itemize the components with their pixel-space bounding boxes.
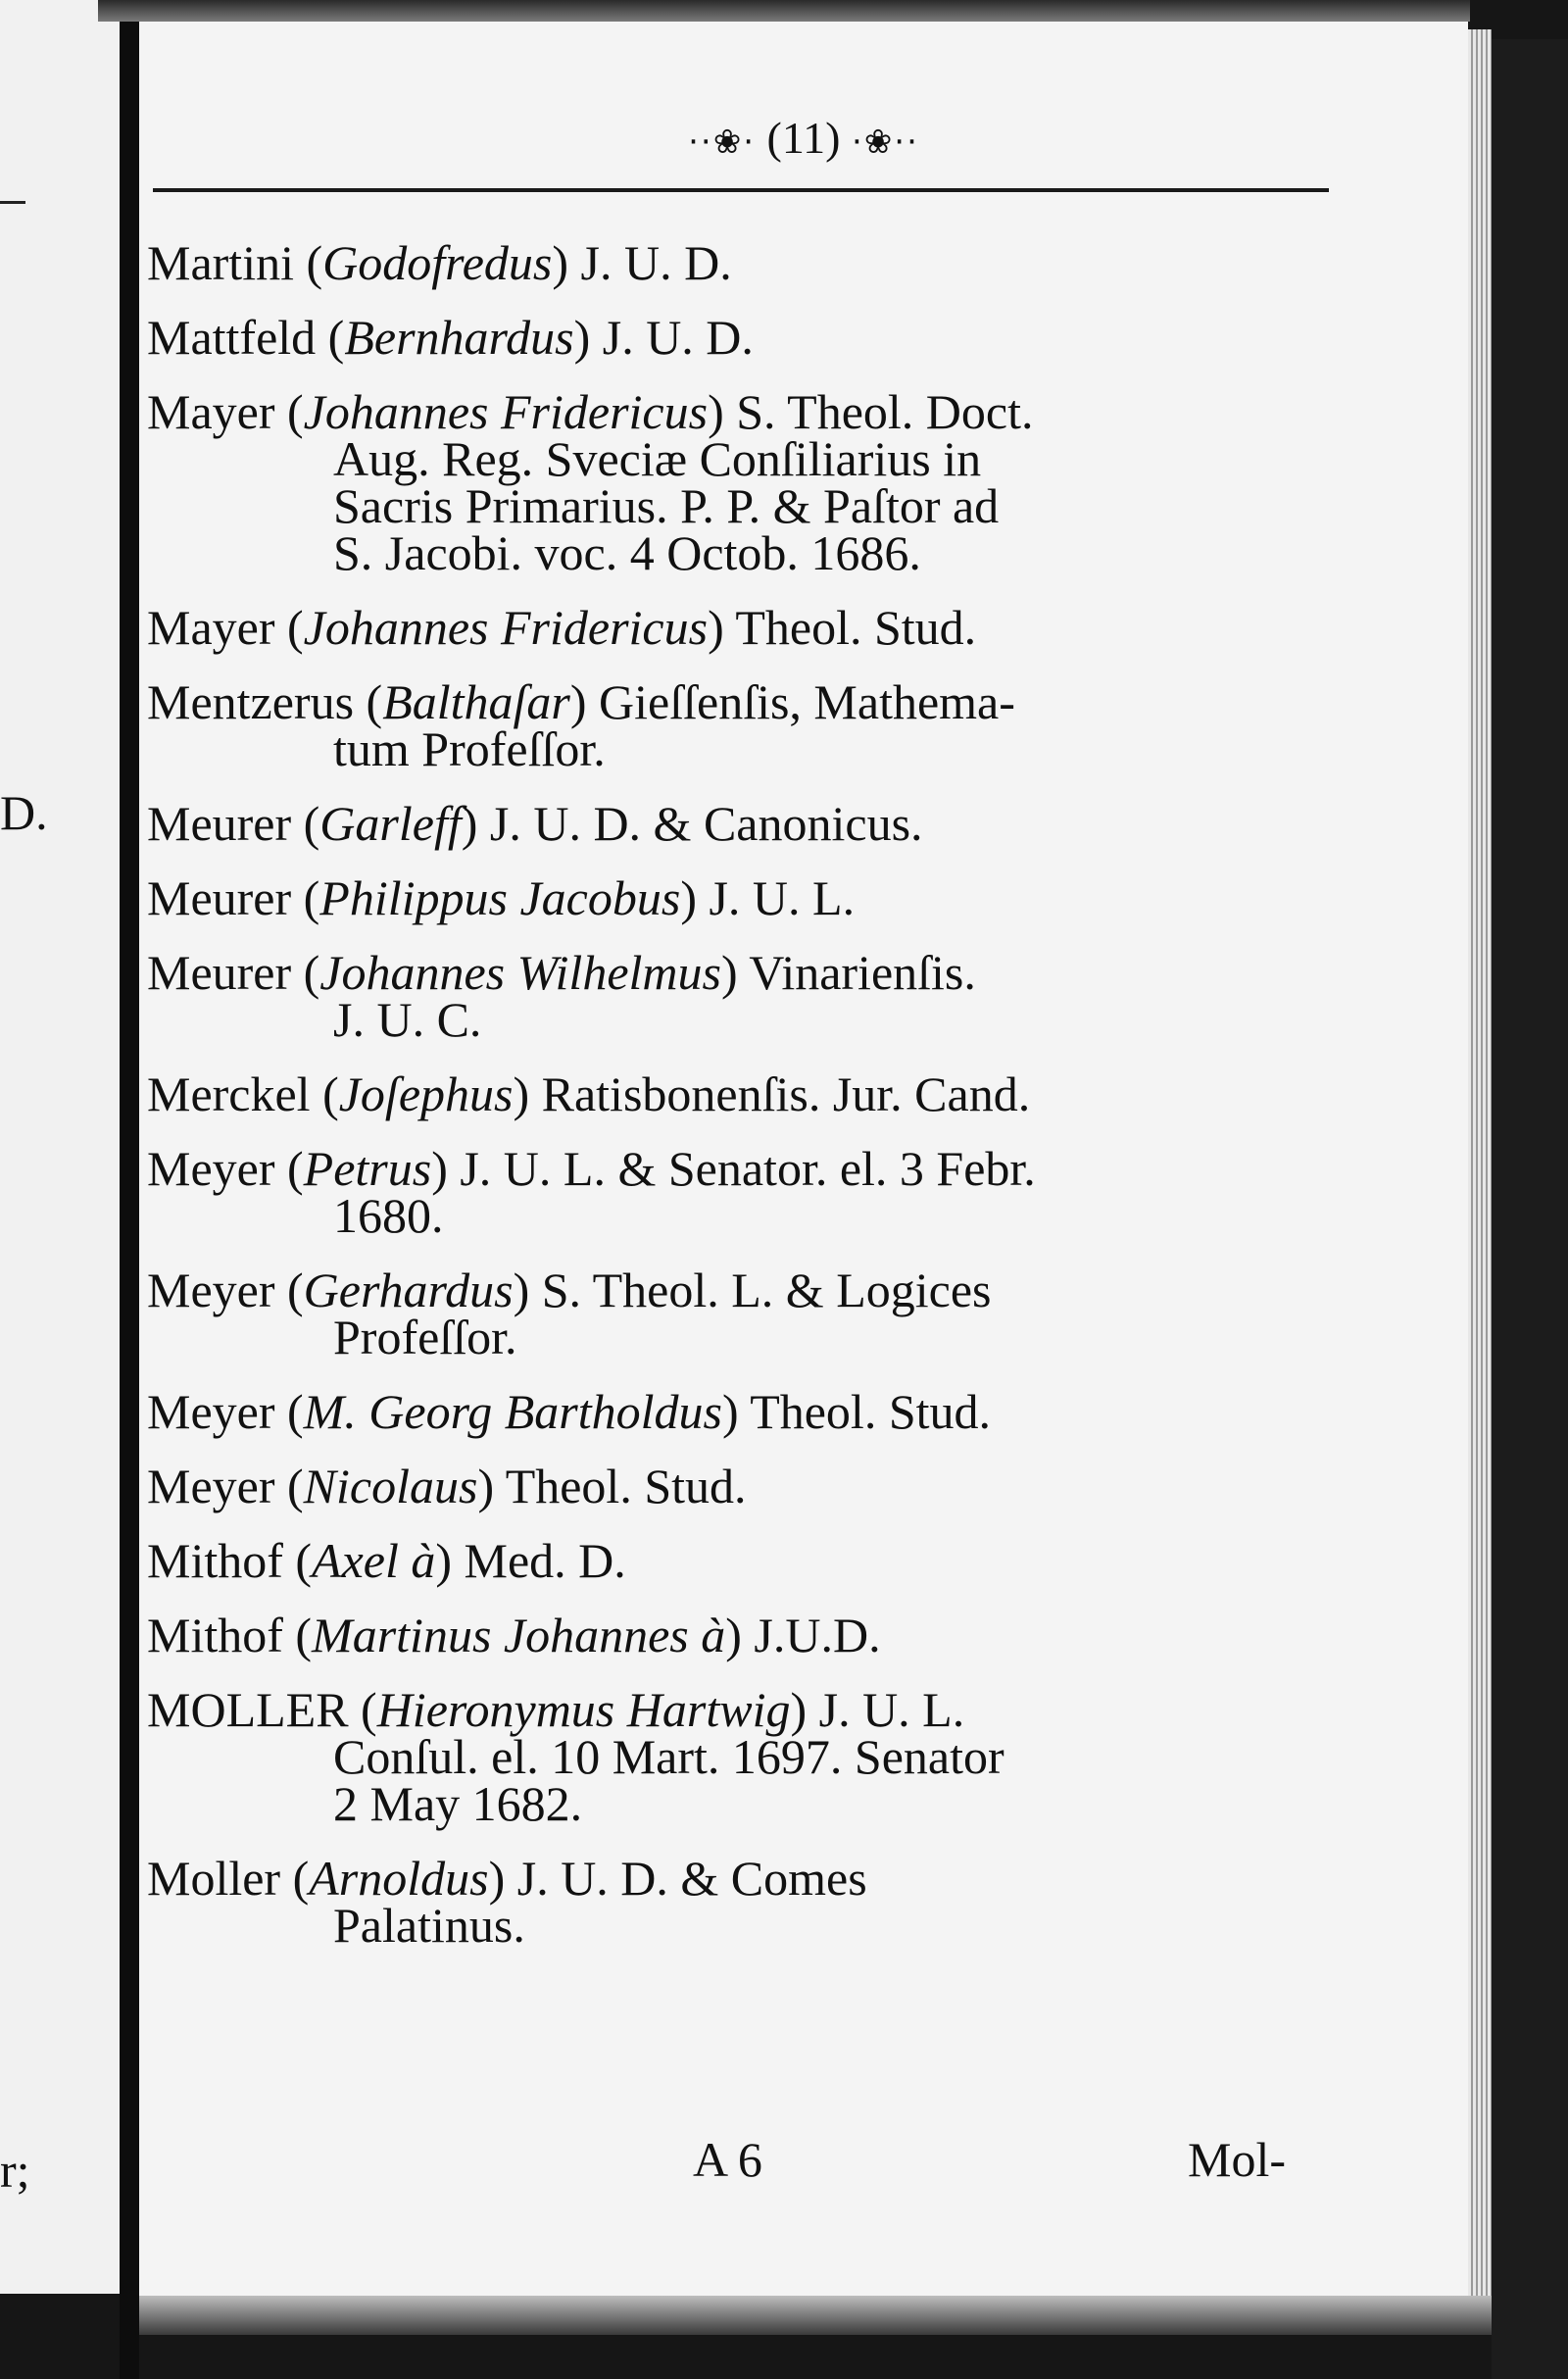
entry-name-line: Mithof (Axel à) Med. D. [147,1533,626,1588]
register-entry [147,1141,1382,1243]
register-entry [147,1263,1382,1364]
entry-continuation-line: 2 May 1682. [333,1776,583,1831]
register-entry [147,310,1382,365]
page-top-shadow [98,0,1470,22]
entry-continuation-line: J. U. C. [333,992,482,1047]
register-entry [147,1066,1382,1121]
register-entry [147,600,1382,655]
entry-name-line: Mithof (Martinus Johannes à) J.U.D. [147,1608,881,1662]
register-entry [147,1533,1382,1588]
entry-name-line: Martini (Godofredus) J. U. D. [147,235,732,290]
register-entry [147,384,1382,580]
entry-name-line: Meurer (Garleff) J. U. D. & Canonicus. [147,796,923,851]
left-page-fragment: D. [0,785,48,840]
book-page [139,22,1468,2296]
entry-name-line: Meyer (Nicolaus) Theol. Stud. [147,1459,747,1513]
entry-continuation-line: Aug. Reg. Sveciæ Conſiliarius in [333,431,982,486]
register-entry [147,945,1382,1047]
signature-mark: A 6 [693,2132,762,2187]
entry-name-line: MOLLER (Hieronymus Hartwig) J. U. L. [147,1682,965,1737]
entry-name-line: Mayer (Johannes Fridericus) S. Theol. Doct. [147,384,1034,439]
register-entry [147,1682,1382,1831]
entry-name-line: Meyer (Gerhardus) S. Theol. L. & Logices [147,1263,992,1317]
page-header [139,112,1468,164]
register-entry [147,1851,1382,1953]
ornament-left-icon: ··❀· [688,123,757,162]
entry-name-line: Meyer (Petrus) J. U. L. & Senator. el. 3 Febr. [147,1141,1036,1196]
entry-continuation-line: Conſul. el. 10 Mart. 1697. Senator [333,1729,1004,1784]
entry-continuation-line: S. Jacobi. voc. 4 Octob. 1686. [333,525,921,580]
entry-continuation-line: tum Profeſſor. [333,721,606,776]
entry-name-line: Meurer (Johannes Wilhelmus) Vinarienſis. [147,945,976,1000]
register-entry [147,796,1382,851]
register-entry [147,674,1382,776]
entry-continuation-line: Profeſſor. [333,1310,517,1364]
register-entry [147,1608,1382,1662]
entry-name-line: Mattfeld (Bernhardus) J. U. D. [147,310,754,365]
register-entry [147,1459,1382,1513]
header-rule [153,188,1329,192]
catchword: Mol- [1188,2132,1286,2187]
book-gutter [120,0,139,2379]
page-bottom-edge [139,2296,1492,2335]
left-facing-page [0,0,120,2294]
entry-name-line: Merckel (Joſephus) Ratisbonenſis. Jur. Cand. [147,1066,1031,1121]
entry-name-line: Meyer (M. Georg Bartholdus) Theol. Stud. [147,1384,992,1439]
book-cover-edge [1492,39,1568,2379]
entry-continuation-line: 1680. [333,1188,444,1243]
entry-name-line: Mayer (Johannes Fridericus) Theol. Stud. [147,600,977,655]
register-entries [147,235,1382,1976]
register-entry [147,1384,1382,1439]
entry-name-line: Mentzerus (Balthaſar) Gieſſenſis, Mathema- [147,674,1015,729]
register-entry [147,235,1382,290]
ornament-right-icon: ·❀·· [851,123,919,162]
left-page-fragment: r; [0,2143,30,2198]
entry-continuation-line: Palatinus. [333,1898,525,1953]
page-number: (11) [766,113,841,163]
page-edge [1468,29,1492,2313]
register-entry [147,870,1382,925]
entry-name-line: Moller (Arnoldus) J. U. D. & Comes [147,1851,867,1906]
left-page-rule-fragment [0,201,25,204]
entry-name-line: Meurer (Philippus Jacobus) J. U. L. [147,870,856,925]
entry-continuation-line: Sacris Primarius. P. P. & Paſtor ad [333,478,1000,533]
